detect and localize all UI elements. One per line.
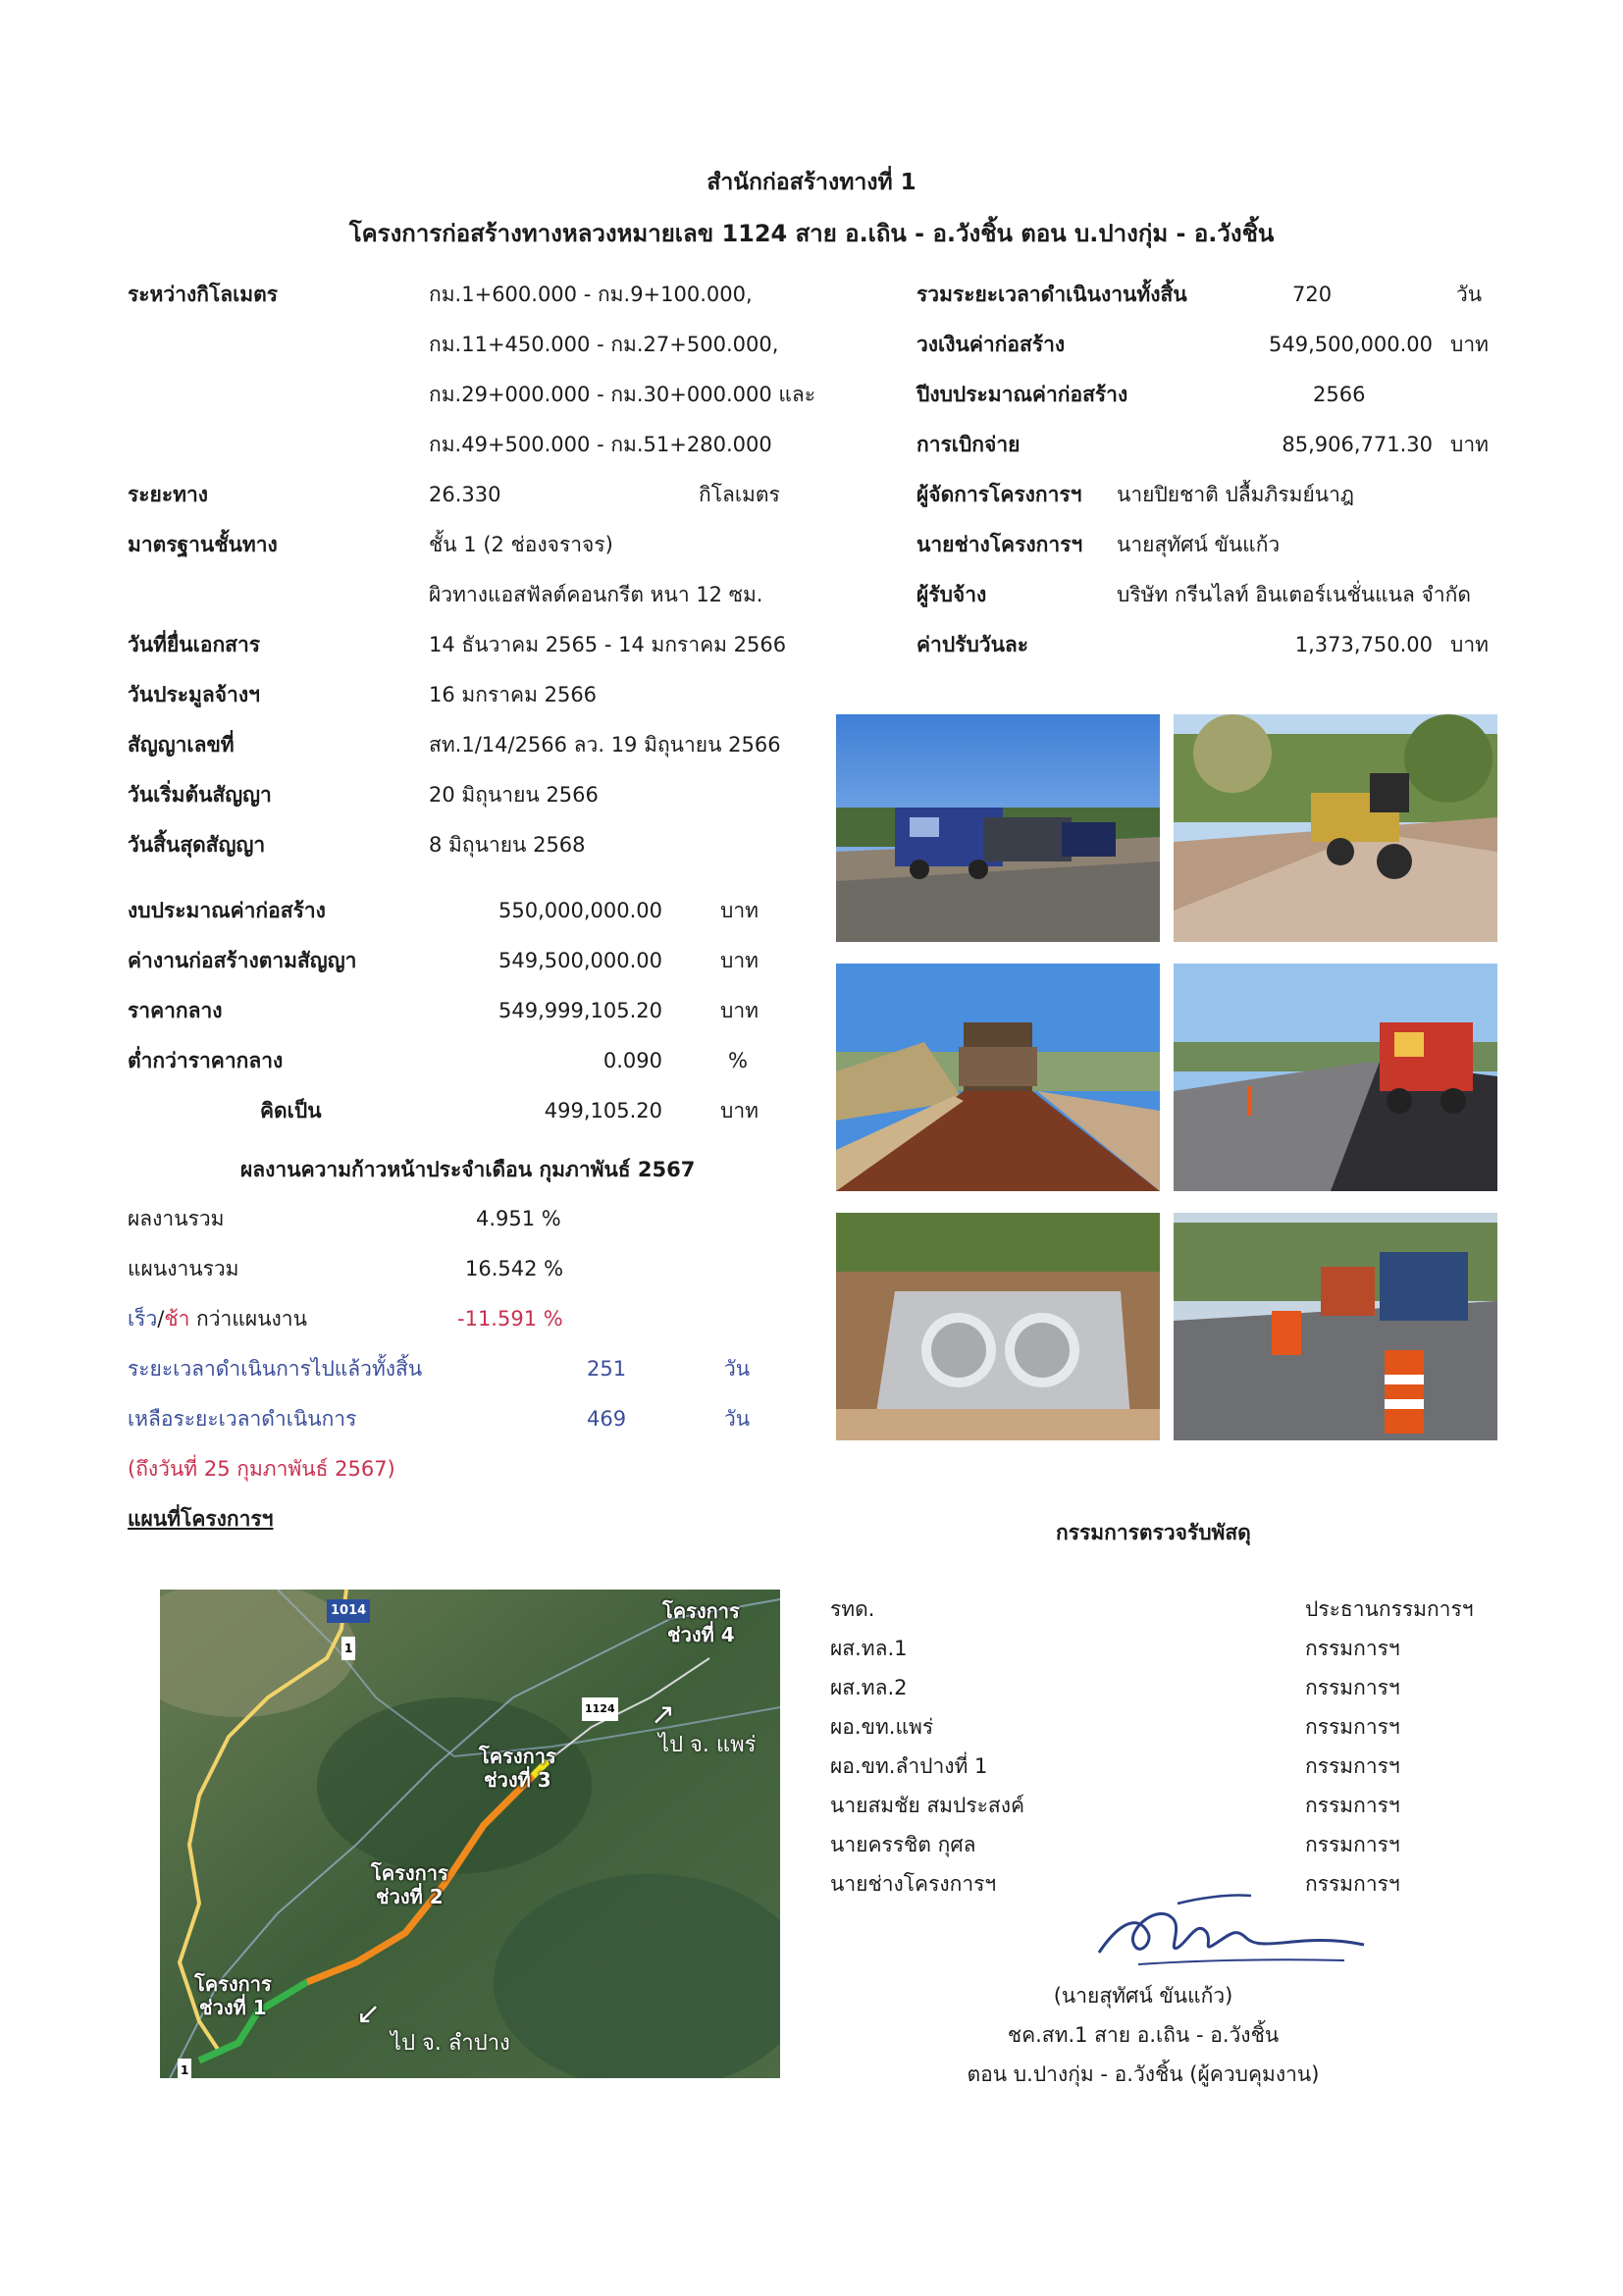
committee-name-2: ผส.ทล.1 [830,1637,908,1660]
standard-value: ชั้น 1 (2 ช่องจราจร) [429,533,613,556]
manager-value: นายปิยชาติ ปลื้มภิรมย์นาฎ [1117,483,1355,506]
committee-name-1: รทด. [830,1597,875,1621]
map-label-phase2: โครงการ ช่วงที่ 2 [371,1861,448,1908]
remaining-value: 469 [587,1407,627,1431]
arrow-to-phrae-icon: ↗ [651,1697,676,1732]
elapsed-value: 251 [587,1357,627,1381]
map-label-phase3: โครงการ ช่วงที่ 3 [479,1745,556,1792]
committee-name-3: ผส.ทล.2 [830,1676,908,1699]
photo-traffic-cones [1174,1213,1497,1440]
contractor-label: ผู้รับจ้าง [916,583,987,606]
start-label: วันเริ่มต้นสัญญา [128,783,272,807]
penalty-value: 1,373,750.00 [1294,633,1433,656]
distance-unit: กิโลเมตร [699,483,780,506]
submit-label: วันที่ยื่นเอกสาร [128,633,261,656]
total-time-unit: วัน [1456,283,1483,306]
start-value: 20 มิถุนายน 2566 [429,783,599,807]
committee-name-4: ผอ.ขท.แพร่ [830,1715,934,1739]
distance-label: ระยะทาง [128,483,209,506]
cost-unit-budget: บาท [720,899,759,922]
signature-image [1079,1884,1374,1982]
auction-label: วันประมูลจ้างฯ [128,683,260,706]
disburse-label: การเบิกจ่าย [916,433,1021,456]
elapsed-label: ระยะเวลาดำเนินการไปแล้วทั้งสิ้น [128,1357,423,1381]
map-label-to-lampang: ไป จ. ลำปาง [391,2031,510,2056]
total-plan-label: แผนงานรวม [128,1257,239,1280]
road-shield-1124: 1124 [582,1697,618,1721]
slow-label: ช้า [164,1307,190,1331]
total-plan-value: 16.542 % [465,1257,564,1280]
committee-name-6: นายสมชัย สมประสงค์ [830,1794,1025,1817]
cost-value-below: 0.090 [602,1049,662,1072]
committee-name-8: นายช่างโครงการฯ [830,1872,997,1896]
road-shield-1014: 1014 [327,1599,370,1623]
committee-role-8: กรรมการฯ [1305,1872,1400,1896]
committee-title: กรรมการตรวจรับพัสดุ [1056,1521,1251,1544]
fast-slow-label [128,1305,307,1332]
fiscal-label: ปีงบประมาณค่าก่อสร้าง [916,383,1128,406]
total-work-label: ผลงานรวม [128,1207,225,1230]
signer-name: (นายสุทัศน์ ขันแก้ว) [1053,1984,1233,2008]
road-shield-1-bottom: 1 [178,2059,191,2078]
committee-role-7: กรรมการฯ [1305,1833,1400,1856]
office-title: สำนักก่อสร้างทางที่ 1 [707,170,916,195]
signer-line2: ตอน บ.ปางกุ่ม - อ.วังชิ้น (ผู้ควบคุมงาน) [967,2062,1320,2086]
total-work-value: 4.951 % [476,1207,561,1230]
map-label-to-phrae: ไป จ. แพร่ [658,1733,757,1757]
committee-role-3: กรรมการฯ [1305,1676,1400,1699]
photo-culvert [836,1213,1160,1440]
remaining-unit: วัน [724,1407,751,1431]
photo-road-paving [1174,964,1497,1191]
auction-value: 16 มกราคม 2566 [429,683,598,706]
photo-milling-machine [836,714,1160,942]
cost-value-budget: 550,000,000.00 [498,899,662,922]
cost-value-equiv: 499,105.20 [544,1099,662,1122]
photo-asphalt-distributor [836,964,1160,1191]
arrow-to-lampang-icon: ↙ [356,1997,382,2031]
km-range-label: ระหว่างกิโลเมตร [128,283,279,306]
progress-title: ผลงานความก้าวหน้าประจำเดือน กุมภาพันธ์ 2567 [240,1158,696,1181]
submit-value: 14 ธันวาคม 2565 - 14 มกราคม 2566 [429,633,787,656]
total-time-label: รวมระยะเวลาดำเนินงานทั้งสิ้น [916,283,1187,306]
vs-plan-label: กว่าแผนงาน [189,1307,307,1331]
total-time-value: 720 [1292,283,1333,306]
km-range-4: กม.49+500.000 - กม.51+280.000 [429,433,772,456]
km-range-2: กม.11+450.000 - กม.27+500.000, [429,333,779,356]
committee-role-5: กรรมการฯ [1305,1754,1400,1778]
committee-role-6: กรรมการฯ [1305,1794,1400,1817]
elapsed-unit: วัน [724,1357,751,1381]
committee-role-1: ประธานกรรมการฯ [1305,1597,1474,1621]
budget-label: วงเงินค่าก่อสร้าง [916,333,1066,356]
committee-name-5: ผอ.ขท.ลำปางที่ 1 [830,1754,988,1778]
penalty-label: ค่าปรับวันละ [916,633,1029,656]
signer-line1: ชค.สท.1 สาย อ.เถิน - อ.วังชิ้น [1007,2023,1280,2047]
cost-value-contract: 549,500,000.00 [498,949,662,972]
standard-label: มาตรฐานชั้นทาง [128,533,278,556]
km-range-1: กม.1+600.000 - กม.9+100.000, [429,283,753,306]
end-value: 8 มิถุนายน 2568 [429,833,586,857]
slash: / [157,1307,165,1331]
budget-value: 549,500,000.00 [1269,333,1433,356]
cost-label-contract: ค่างานก่อสร้างตามสัญญา [128,949,357,972]
contract-no-label: สัญญาเลขที่ [128,733,235,757]
contractor-value: บริษัท กรีนไลท์ อินเตอร์เนชั่นแนล จำกัด [1117,583,1471,606]
disburse-unit: บาท [1450,433,1489,456]
budget-unit: บาท [1450,333,1489,356]
committee-name-7: นายครรชิต กุศล [830,1833,976,1856]
penalty-unit: บาท [1450,633,1489,656]
map-label-phase1: โครงการ ช่วงที่ 1 [194,1972,272,2019]
cost-value-median: 549,999,105.20 [498,999,662,1022]
km-range-3: กม.29+000.000 - กม.30+000.000 และ [429,383,816,406]
engineer-label: นายช่างโครงการฯ [916,533,1083,556]
photo-grader [1174,714,1497,942]
remaining-label: เหลือระยะเวลาดำเนินการ [128,1407,357,1431]
manager-label: ผู้จัดการโครงการฯ [916,483,1082,506]
map-heading: แผนที่โครงการฯ [128,1507,274,1531]
cost-label-below: ต่ำกว่าราคากลาง [128,1049,284,1072]
cost-label-budget: งบประมาณค่าก่อสร้าง [128,899,326,922]
cost-label-equiv: คิดเป็น [260,1099,322,1122]
end-label: วันสิ้นสุดสัญญา [128,833,266,857]
as-of-date: (ถึงวันที่ 25 กุมภาพันธ์ 2567) [128,1457,395,1481]
project-title: โครงการก่อสร้างทางหลวงหมายเลข 1124 สาย อ.เถิน - อ.วังชิ้น ตอน บ.ปางกุ่ม - อ.วังชิ้น [348,220,1275,247]
distance-value: 26.330 [429,483,501,506]
engineer-value: นายสุทัศน์ ขันแก้ว [1117,533,1281,556]
fiscal-value: 2566 [1313,383,1366,406]
cost-label-median: ราคากลาง [128,999,223,1022]
disburse-value: 85,906,771.30 [1282,433,1433,456]
cost-unit-median: บาท [720,999,759,1022]
cost-unit-below: % [728,1049,748,1072]
map-label-phase4: โครงการ ช่วงที่ 4 [662,1599,740,1646]
project-map [160,1590,780,2078]
committee-role-2: กรรมการฯ [1305,1637,1400,1660]
diff-value: -11.591 % [457,1307,563,1331]
contract-no-value: สท.1/14/2566 ลว. 19 มิถุนายน 2566 [429,733,781,757]
surface-value: ผิวทางแอสฟัลต์คอนกรีต หนา 12 ซม. [429,583,763,606]
fast-label: เร็ว [128,1307,158,1331]
committee-role-4: กรรมการฯ [1305,1715,1400,1739]
road-shield-1-top: 1 [341,1637,355,1660]
cost-unit-contract: บาท [720,949,759,972]
cost-unit-equiv: บาท [720,1099,759,1122]
